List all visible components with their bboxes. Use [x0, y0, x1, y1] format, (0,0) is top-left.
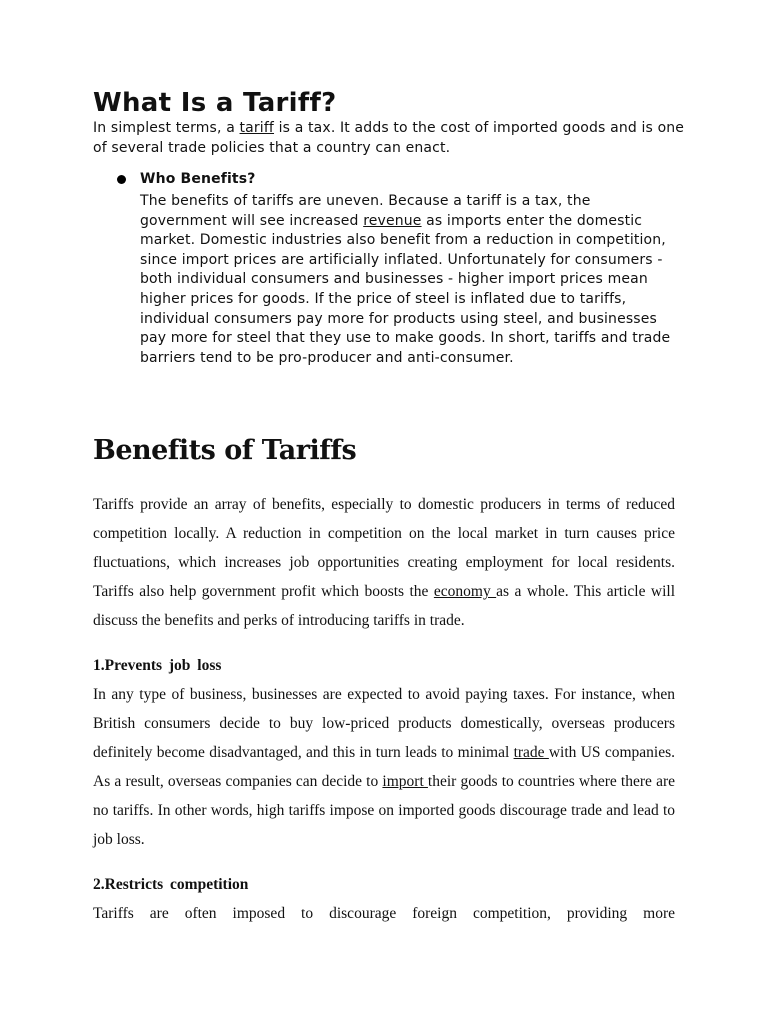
- benefits-text-before: Tariffs provide an array of benefits, especially to domestic producers in terms of reduced competition locally. A reduction in competition on the local market in turn causes price fluctuations, which increases job opportunities creating employment for local residents. Tariffs also help government profit which boosts the: [93, 496, 675, 600]
- point1-paragraph: [93, 680, 675, 854]
- point1-text-b: with US companies. As a result, overseas companies can decide to: [93, 744, 676, 790]
- intro-text-before: In simplest terms, a: [93, 120, 240, 136]
- section-heading-benefits: Benefits of Tariffs: [93, 435, 357, 466]
- bullet-body: [140, 192, 680, 368]
- point1-heading: 1.Prevents job loss: [93, 657, 222, 674]
- bullet-text-before: The benefits of tariffs are uneven. Because a tariff is a tax, the government will see increased: [140, 193, 591, 229]
- intro-paragraph: [93, 119, 693, 158]
- trade-link[interactable]: trade: [513, 744, 549, 761]
- point2-heading: 2.Restricts competition: [93, 876, 249, 893]
- revenue-link[interactable]: revenue: [363, 212, 422, 229]
- economy-link[interactable]: economy: [433, 583, 497, 600]
- point2-paragraph: Tariffs are often imposed to discourage foreign competition, providing more: [93, 905, 675, 922]
- bullet-heading: Who Benefits?: [140, 171, 256, 187]
- bullet-icon: [117, 175, 126, 184]
- tariff-link[interactable]: tariff: [239, 120, 275, 136]
- point1-text-c: their goods to countries where there are no tariffs. In other words, high tariffs impose on imported goods discourage trade and lead to job loss.: [93, 773, 675, 848]
- page-title: What Is a Tariff?: [93, 88, 337, 118]
- benefits-text-after: as a whole. This article will discuss the benefits and perks of introducing tariffs in trade.: [93, 583, 676, 629]
- benefits-paragraph: [93, 490, 675, 635]
- point1-text-a: In any type of business, businesses are expected to avoid paying taxes. For instance, when British consumers decide to buy low-priced products domestically, overseas producers definitely become disadvantaged, and this in turn leads to minimal: [93, 686, 675, 761]
- intro-text-after: is a tax. It adds to the cost of imported goods and is one of several trade policies that a country can enact.: [93, 120, 685, 156]
- import-link[interactable]: import: [382, 773, 428, 790]
- bullet-text-after: as imports enter the domestic market. Domestic industries also benefit from a reduction in competition, since import prices are artificially inflated. Unfortunately for consumers - both individual consumers and businesses - higher import prices mean higher prices for goods. If the price of steel is inflated due to tariffs, individual consumers pay more for products using steel, and businesses pay more for steel that they use to make goods. In short, tariffs and trade barriers tend to be pro-producer and anti-consumer.: [140, 212, 671, 366]
